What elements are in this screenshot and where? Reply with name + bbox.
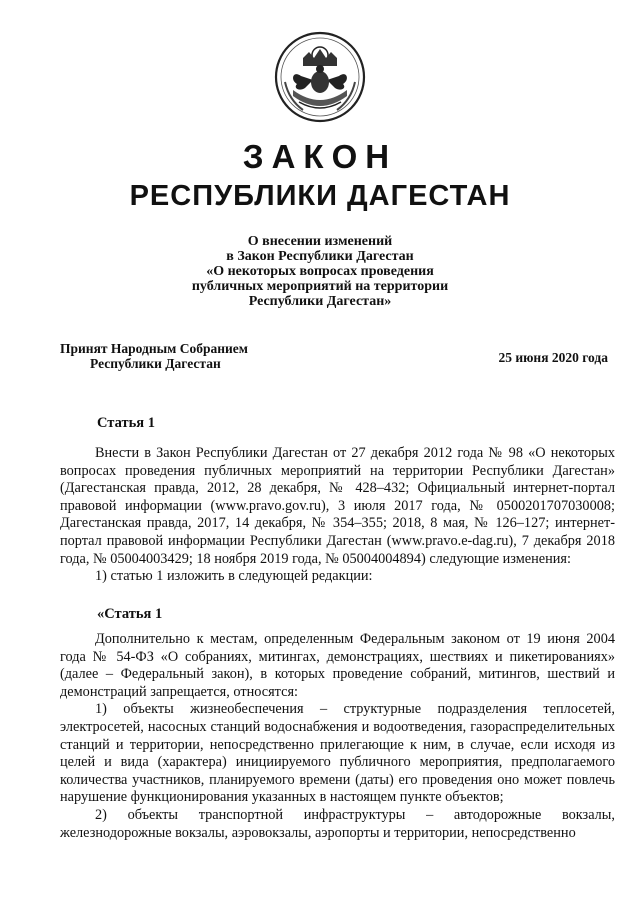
adoption-block [60, 341, 248, 371]
paragraph: 2) объекты транспортной инфраструктуры – автодорожные вокзалы, железнодорожные вокзалы, аэровокзалы, аэропорты и территории, непосредственно [60, 806, 615, 841]
article-heading: Статья 1 [97, 415, 155, 431]
subtitle-line: О внесении изменений [247, 234, 393, 249]
paragraph: Внести в Закон Республики Дагестан от 27 декабря 2012 года № 98 «О некоторых вопросах проведения публичных мероприятий на территории Республики Дагестан» (Дагестанская правда, 2012, 28 декабря, № 428–432; Официальный интернет-портал правовой информации (www.pravo.gov.ru), 3 июля 2017 года, № 0500201707030008; Дагестанская правда, 2017, 14 декабря, № 354–355; 2018, 8 мая, № 126–127; интернет-портал правовой информации Республики Дагестан (www.pravo.e-dag.ru), 7 декабря 2018 года, № 05004003429; 18 ноября 2019 года, № 05004004894) следующие изменения: [60, 445, 615, 567]
paragraph: 1) статью 1 изложить в следующей редакции: [95, 568, 373, 585]
subtitle-line: «О некоторых вопросах проведения [206, 264, 434, 279]
paragraph: Дополнительно к местам, определенным Федеральным законом от 19 июня 2004 года № 54-ФЗ «О собраниях, митингах, демонстрациях, шествиях и пикетированиях» (далее – Федеральный закон), в которых проведение собраний, митингов, шествий и демонстраций запрещается, относятся: [60, 631, 615, 700]
law-subtitle [0, 234, 640, 309]
coat-of-arms-emblem [273, 30, 367, 124]
adoption-line: Принят Народным Собранием [60, 341, 248, 356]
republic-title: РЕСПУБЛИКИ ДАГЕСТАН [129, 180, 511, 212]
subtitle-line: в Закон Республики Дагестан [226, 249, 414, 264]
quoted-article-body [60, 631, 615, 842]
subtitle-line: публичных мероприятий на территории [191, 279, 449, 294]
law-title: ЗАКОН [242, 138, 398, 175]
article-body [60, 445, 615, 586]
subtitle-line: Республики Дагестан» [248, 294, 392, 309]
paragraph: 1) объекты жизнеобеспечения – структурные подразделения теплосетей, электросетей, насосных станций водоснабжения и водоотведения, газораспределительных станций и территории, непосредственно прилегающие к ним, в случае, если исходя из целей и вида (характера) инициируемого публичного мероприятия, предполагаемого количества участников, планируемого времени (даты) его проведения оно может повлечь нарушение функционирования указанных в настоящем пункте объектов; [60, 701, 615, 806]
adoption-date: 25 июня 2020 года [498, 350, 608, 365]
adoption-line: Республики Дагестан [90, 356, 221, 371]
quoted-article-heading: «Статья 1 [97, 606, 163, 622]
